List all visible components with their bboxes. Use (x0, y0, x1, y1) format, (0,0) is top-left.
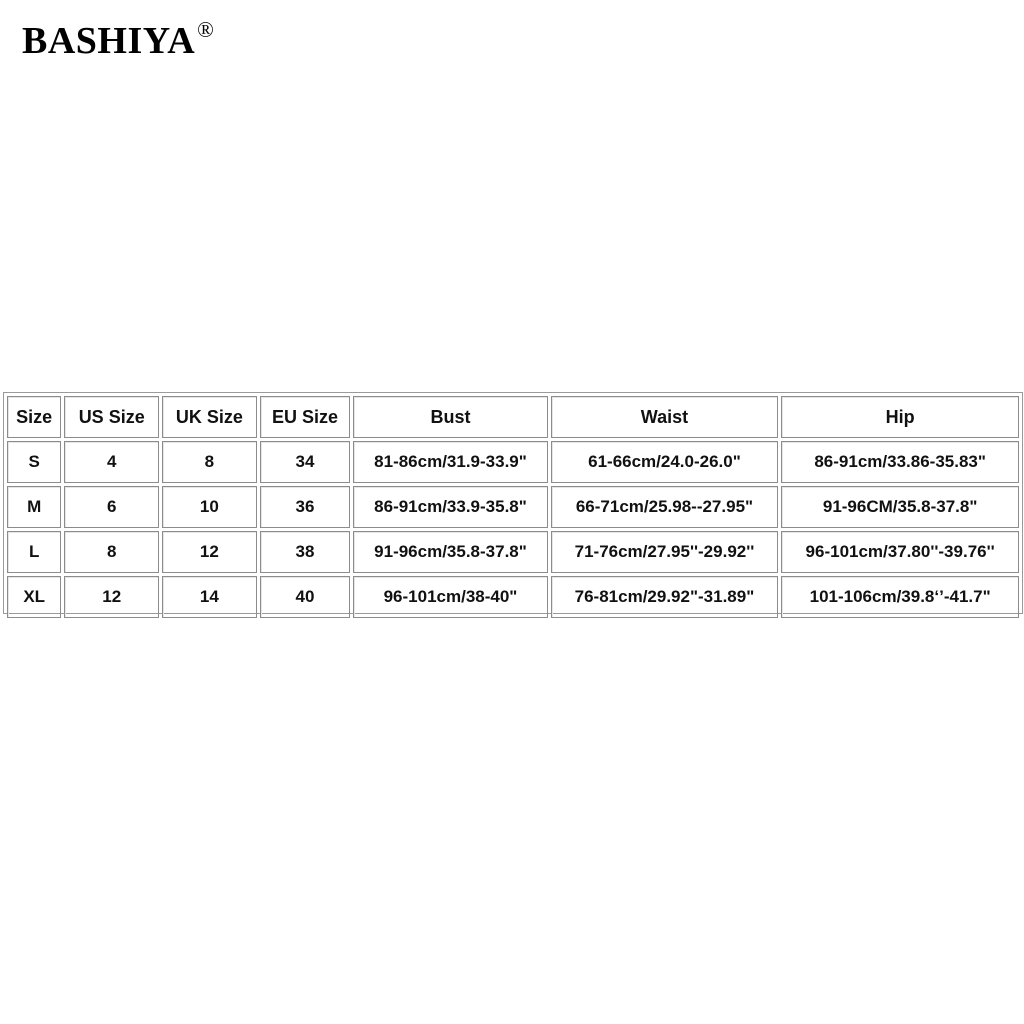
cell-eu-size: 34 (260, 441, 351, 483)
cell-bust: 81-86cm/31.9-33.9" (353, 441, 547, 483)
header-waist: Waist (551, 396, 779, 438)
cell-us-size: 6 (64, 486, 159, 528)
cell-hip: 91-96CM/35.8-37.8" (781, 486, 1019, 528)
header-size: Size (7, 396, 61, 438)
header-eu-size: EU Size (260, 396, 351, 438)
table-row (7, 576, 1019, 618)
header-us-size: US Size (64, 396, 159, 438)
cell-size: M (7, 486, 61, 528)
cell-eu-size: 40 (260, 576, 351, 618)
cell-hip: 101-106cm/39.8‘’-41.7" (781, 576, 1019, 618)
cell-us-size: 12 (64, 576, 159, 618)
cell-bust: 91-96cm/35.8-37.8" (353, 531, 547, 573)
cell-waist: 66-71cm/25.98--27.95" (551, 486, 779, 528)
header-hip: Hip (781, 396, 1019, 438)
table-row (7, 486, 1019, 528)
cell-hip: 86-91cm/33.86-35.83" (781, 441, 1019, 483)
registered-trademark-mark: ® (197, 17, 215, 42)
size-chart-table (4, 393, 1022, 621)
cell-waist: 71-76cm/27.95''-29.92'' (551, 531, 779, 573)
cell-size: L (7, 531, 61, 573)
header-row (7, 396, 1019, 438)
cell-size: XL (7, 576, 61, 618)
cell-hip: 96-101cm/37.80''-39.76'' (781, 531, 1019, 573)
cell-uk-size: 12 (162, 531, 257, 573)
cell-waist: 61-66cm/24.0-26.0" (551, 441, 779, 483)
table-row (7, 531, 1019, 573)
header-uk-size: UK Size (162, 396, 257, 438)
cell-uk-size: 14 (162, 576, 257, 618)
cell-size: S (7, 441, 61, 483)
size-chart (3, 392, 1023, 614)
table-row (7, 441, 1019, 483)
cell-bust: 86-91cm/33.9-35.8" (353, 486, 547, 528)
brand-name: BASHIYA (22, 20, 196, 62)
cell-uk-size: 8 (162, 441, 257, 483)
cell-eu-size: 36 (260, 486, 351, 528)
cell-uk-size: 10 (162, 486, 257, 528)
cell-bust: 96-101cm/38-40" (353, 576, 547, 618)
cell-eu-size: 38 (260, 531, 351, 573)
cell-waist: 76-81cm/29.92"-31.89" (551, 576, 779, 618)
brand-logo (22, 17, 215, 62)
header-bust: Bust (353, 396, 547, 438)
cell-us-size: 8 (64, 531, 159, 573)
cell-us-size: 4 (64, 441, 159, 483)
